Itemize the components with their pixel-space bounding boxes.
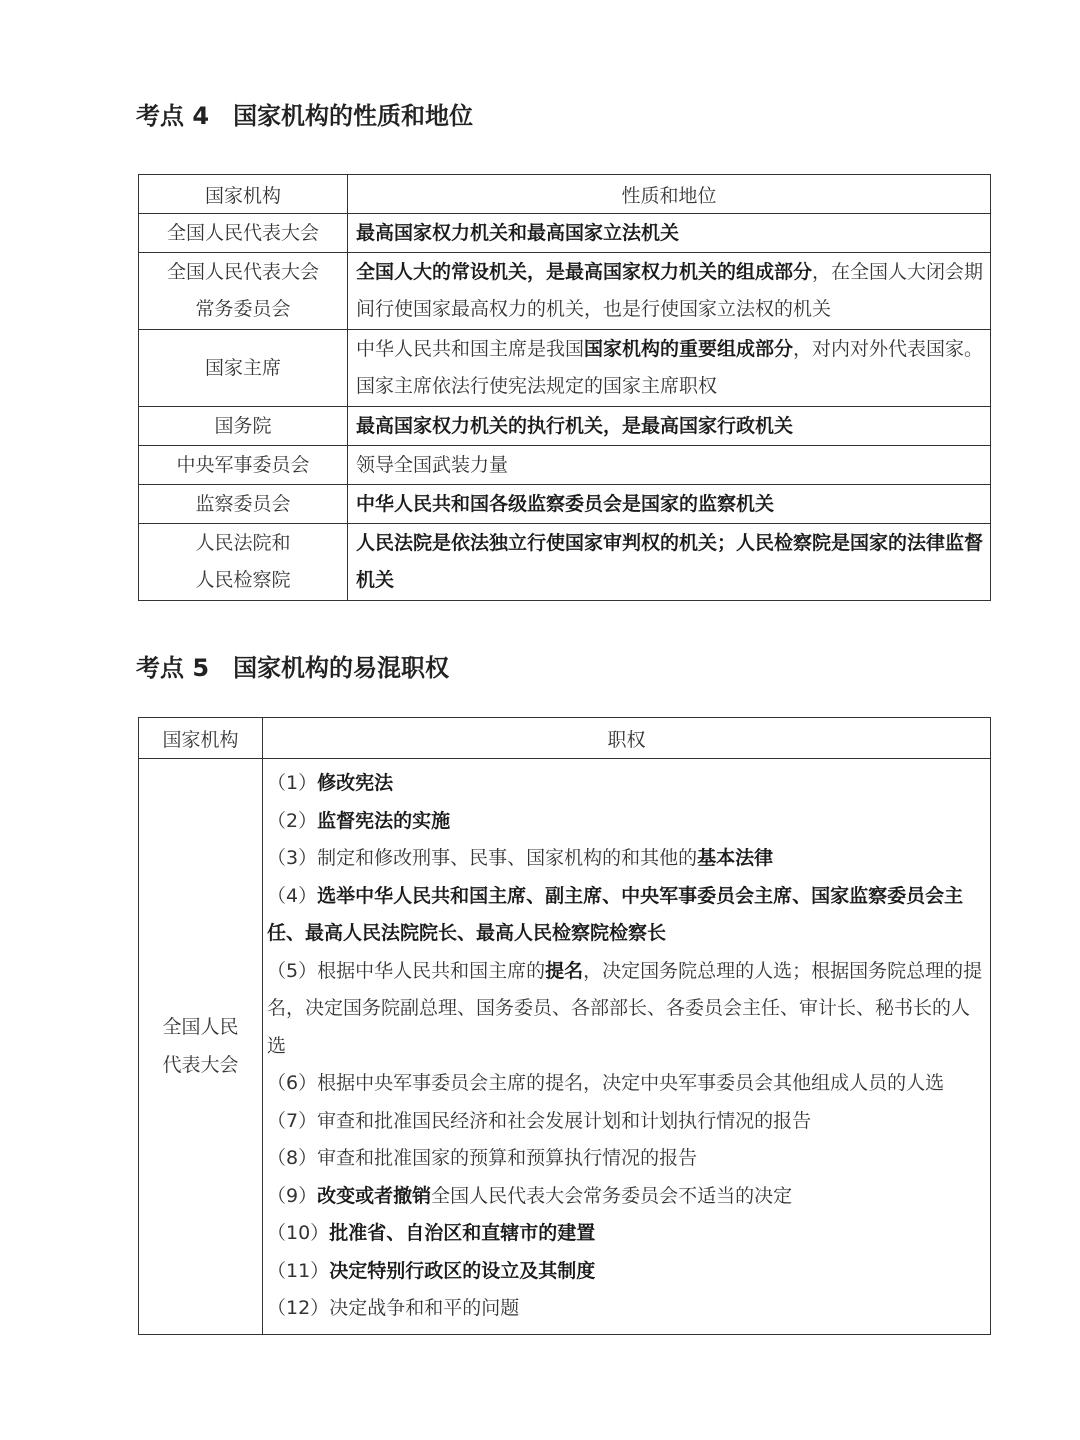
item-text: 审查和批准国家的预算和预算执行情况的报告: [317, 1147, 698, 1169]
item-number: （12）: [267, 1297, 330, 1319]
organ-cell: [139, 330, 348, 407]
table-header-row: [139, 175, 991, 214]
list-item: [267, 765, 984, 803]
organ-cell: [139, 446, 348, 485]
desc-text: 中华人民共和国各级监察委员会是国家的监察机关: [356, 492, 775, 515]
desc-text: 领导全国武装力量: [356, 453, 509, 476]
section-4-heading: [136, 96, 473, 131]
table-row: [139, 407, 991, 446]
organ-cell: [139, 214, 348, 253]
item-text: 决定战争和和平的问题: [329, 1297, 520, 1319]
item-number: （6）: [267, 1072, 318, 1094]
organ-cell: [139, 524, 348, 601]
list-item: [267, 803, 984, 841]
desc-cell: [348, 330, 991, 407]
item-text: 审查和批准国民经济和社会发展计划和计划执行情况的报告: [317, 1109, 812, 1132]
list-item: [267, 1253, 984, 1291]
desc-text: 国家机构的重要组成部分: [584, 338, 794, 360]
organ-line: 常务委员会: [195, 298, 291, 320]
organ-cell: [139, 407, 348, 446]
item-text: 批准省、自治区和直辖市的建置: [329, 1222, 596, 1244]
desc-cell: [348, 446, 991, 485]
item-text: 修改宪法: [317, 772, 394, 794]
section-4-number: 考点 4: [136, 102, 210, 130]
desc-text: 最高国家权力机关的执行机关，是最高国家行政机关: [356, 414, 794, 437]
table-row: [139, 759, 991, 1335]
desc-cell: [348, 485, 991, 524]
item-text: 选举中华人民共和国主席、副主席、中央军事委员会主席、国家监察委员会主任、最高人民法院院长、最高人民检察院检察长: [267, 884, 964, 944]
table-row: [139, 485, 991, 524]
organ-line: 国务院: [214, 414, 272, 437]
section-5-heading: [136, 648, 449, 683]
organ-nature-table: [138, 174, 991, 601]
desc-cell: [348, 253, 991, 330]
item-number: （8）: [267, 1147, 318, 1169]
list-item: [267, 840, 984, 878]
table-header-row: [139, 718, 991, 759]
organ-line: 代表大会: [162, 1054, 239, 1077]
list-item: [267, 1178, 984, 1216]
section-5-title: 国家机构的易混职权: [233, 654, 450, 682]
desc-text: ，对内对外代表国家。国家主席依法行使宪法规定的国家主席职权: [356, 338, 984, 397]
desc-text: 最高国家权力机关和最高国家立法机关: [356, 221, 680, 244]
item-text: 监督宪法的实施: [317, 809, 451, 832]
organ-line: 全国人民代表大会: [166, 221, 319, 244]
list-item: [267, 953, 984, 1066]
item-number: （7）: [267, 1109, 318, 1132]
organ-line: 监察委员会: [195, 492, 291, 515]
organ-cell: [139, 485, 348, 524]
desc-cell: [348, 407, 991, 446]
item-number: （3）: [267, 847, 318, 869]
organ-line: 全国人民代表大会: [166, 261, 319, 283]
section-4-title: 国家机构的性质和地位: [233, 102, 474, 130]
organ-line: 国家主席: [204, 356, 281, 379]
table-row: [139, 253, 991, 330]
item-text: 根据中华人民共和国主席的: [317, 959, 546, 982]
table-row: [139, 330, 991, 407]
header-organ: 国家机构: [139, 175, 348, 214]
desc-cell: [348, 214, 991, 253]
list-item: [267, 1103, 984, 1141]
item-number: （9）: [267, 1184, 318, 1207]
desc-text: 人民法院是依法独立行使国家审判权的机关；人民检察院是国家的法律监督机关: [356, 532, 984, 591]
list-item: [267, 878, 984, 953]
list-item: [267, 1140, 984, 1178]
organ-line: 人民法院和: [195, 532, 291, 554]
organ-line: 全国人民: [162, 1016, 239, 1039]
header-nature: 性质和地位: [348, 175, 991, 214]
list-item: [267, 1290, 984, 1328]
table-row: [139, 214, 991, 253]
item-text: 改变或者撤销: [317, 1184, 432, 1207]
item-number: （11）: [267, 1259, 330, 1282]
desc-text: 中华人民共和国主席是我国: [356, 338, 585, 360]
desc-text: 全国人大的常设机关，是最高国家权力机关的组成部分: [356, 261, 813, 283]
table-row: [139, 446, 991, 485]
organ-cell: [139, 759, 263, 1335]
table-row: [139, 524, 991, 601]
item-text: 制定和修改刑事、民事、国家机构的和其他的: [317, 847, 698, 869]
item-number: （5）: [267, 959, 318, 982]
organ-line: 人民检察院: [195, 569, 291, 591]
item-number: （1）: [267, 772, 318, 794]
organ-line: 中央军事委员会: [176, 453, 310, 476]
header-organ: 国家机构: [139, 718, 263, 759]
powers-list: [263, 759, 991, 1335]
item-number: （4）: [267, 884, 318, 907]
item-number: （2）: [267, 809, 318, 832]
item-number: （10）: [267, 1222, 330, 1244]
item-text: 基本法律: [697, 847, 774, 869]
item-text: ，决定国务院总理的人选；根据国务院总理的提名，决定国务院副总理、国务委员、各部部长、各委员会主任、审计长、秘书长的人选: [267, 959, 983, 1057]
item-text: 提名: [545, 959, 584, 982]
list-item: [267, 1215, 984, 1253]
header-powers: 职权: [263, 718, 991, 759]
item-text: 根据中央军事委员会主席的提名，决定中央军事委员会其他组成人员的人选: [317, 1072, 945, 1094]
section-5-number: 考点 5: [136, 654, 210, 682]
desc-cell: [348, 524, 991, 601]
powers-table: [138, 717, 991, 1335]
item-text: 全国人民代表大会常务委员会不适当的决定: [431, 1184, 793, 1207]
organ-cell: [139, 253, 348, 330]
list-item: [267, 1065, 984, 1103]
desc-text: ，在全国人大闭会期间行使国家最高权力的机关，也是行使国家立法权的机关: [356, 261, 984, 320]
item-text: 决定特别行政区的设立及其制度: [329, 1259, 596, 1282]
